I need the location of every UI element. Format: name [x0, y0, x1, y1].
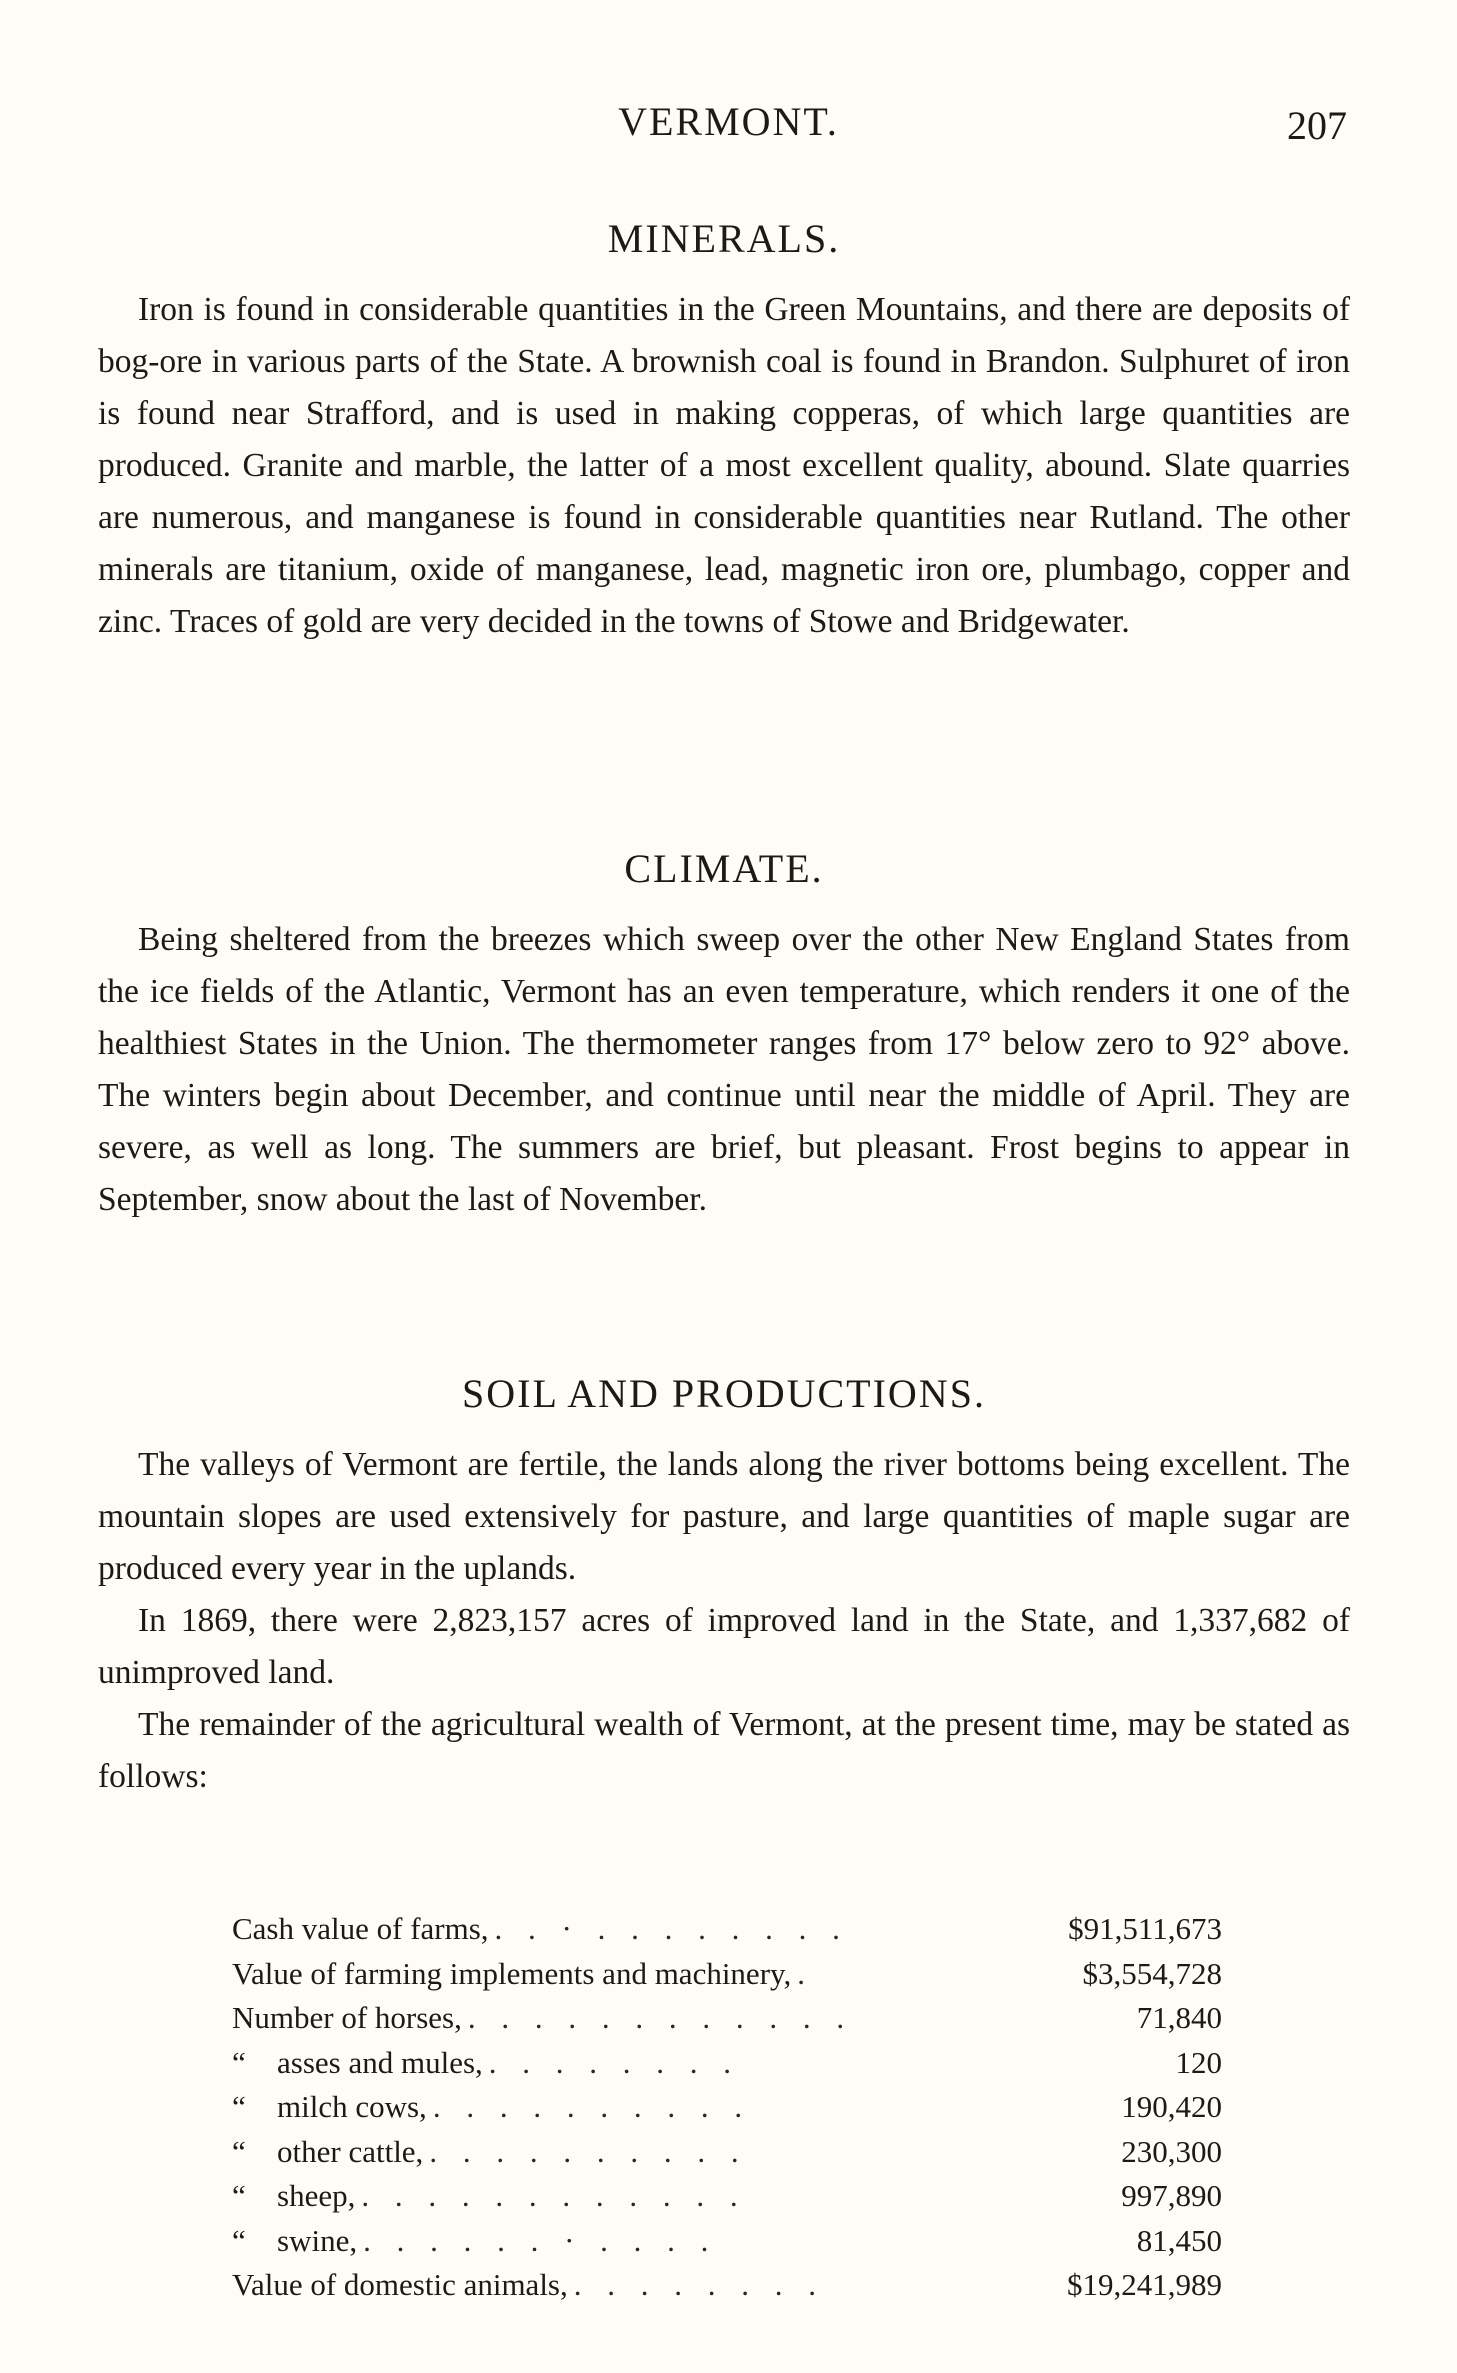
ditto-mark: “ [232, 2044, 246, 2080]
section-heading-soil: SOIL AND PRODUCTIONS. [462, 1371, 986, 1416]
table-row [232, 2263, 1222, 2308]
row-value: 71,840 [1136, 2000, 1222, 2035]
dot-leader: . [797, 1955, 815, 1991]
row-value: 230,300 [1121, 2133, 1222, 2169]
table-row [232, 2041, 1222, 2086]
row-label: milch cows, [277, 2089, 427, 2124]
row-value: $91,511,673 [1068, 1911, 1222, 1946]
table-row [232, 2085, 1222, 2130]
row-value: 190,420 [1121, 2089, 1222, 2124]
table-row [232, 2219, 1222, 2264]
row-label: sheep, [277, 2178, 356, 2213]
dot-leader: . . . . . . · . . . . [363, 2222, 718, 2258]
agricultural-wealth-table [232, 1907, 1222, 2308]
ditto-mark: “ [232, 2133, 246, 2169]
ditto-mark: “ [232, 2089, 246, 2124]
table-row [232, 1952, 1222, 1997]
dot-leader: . . . . . . . . . . . . [467, 2000, 854, 2035]
section-climate [98, 845, 1350, 1226]
running-title: VERMONT. [618, 99, 839, 144]
dot-leader: . . . . . . . . . . [432, 2089, 752, 2124]
row-label: Number of horses, [232, 2000, 462, 2035]
row-label: Cash value of farms, [232, 1911, 489, 1946]
row-label: asses and mules, [277, 2044, 483, 2080]
paragraph-soil-land-acreage: In 1869, there were 2,823,157 acres of improved land in the State, and 1,337,682 of unimproved land. [98, 1602, 1350, 1691]
row-value: 997,890 [1121, 2178, 1222, 2213]
paragraph-soil-valleys: The valleys of Vermont are fertile, the lands along the river bottoms being excellent. The mountain slopes are used extensively for pasture, and large quantities of maple sugar are produced every year in the uplands. [98, 1446, 1350, 1587]
row-label: Value of domestic animals, [232, 2267, 568, 2302]
row-value: $3,554,728 [1082, 1955, 1222, 1991]
dot-leader: . . . . . . . . . . . . [361, 2178, 747, 2213]
dot-leader: . . . . . . . . [488, 2044, 741, 2080]
paragraph-soil-intro-table: The remainder of the agricultural wealth of Vermont, at the present time, may be stated as follows: [98, 1706, 1350, 1795]
table-row [232, 1907, 1222, 1952]
ditto-mark: “ [232, 2178, 246, 2213]
dot-leader: . . . . . . . . . . [429, 2133, 748, 2169]
page-number: 207 [1287, 103, 1347, 148]
section-heading-climate: CLIMATE. [624, 846, 824, 891]
table-row [232, 2174, 1222, 2219]
row-value: $19,241,989 [1067, 2267, 1222, 2302]
paragraph-minerals: Iron is found in considerable quantities in the Green Mountains, and there are deposits of bog-ore in various parts of the State. A brownish coal is found in Brandon. Sulphuret of iron is found near Strafford, and is used in making copperas, of which large quantities are produced. Granite and marble, the latter of a most excellent quality, abound. Slate quarries are numerous, and manganese is found in considerable quantities near Rutland. The other minerals are titanium, oxide of manganese, lead, magnetic iron ore, plumbago, copper and zinc. Traces of gold are very decided in the towns of Stowe and Bridgewater. [98, 291, 1350, 640]
paragraph-climate: Being sheltered from the breezes which sweep over the other New England States from the ice fields of the Atlantic, Vermont has an even temperature, which renders it one of the healthiest States in the Union. The thermometer ranges from 17° below zero to 92° above. The winters begin about December, and continue until near the middle of April. They are severe, as well as long. The summers are brief, but pleasant. Frost begins to appear in September, snow about the last of November. [98, 921, 1350, 1218]
table-row [232, 2130, 1222, 2175]
dot-leader: . . · . . . . . . . . [494, 1911, 849, 1946]
row-label: swine, [277, 2222, 358, 2258]
section-heading-minerals: MINERALS. [607, 216, 841, 261]
section-soil-and-productions [98, 1370, 1350, 1803]
running-head [0, 98, 1457, 158]
row-label: other cattle, [277, 2133, 424, 2169]
row-value: 120 [1175, 2044, 1222, 2080]
row-value: 81,450 [1136, 2222, 1222, 2258]
section-minerals [98, 215, 1350, 648]
dot-leader: . . . . . . . . [573, 2267, 825, 2302]
table-row [232, 1996, 1222, 2041]
row-label: Value of farming implements and machinery, [232, 1955, 792, 1991]
ditto-mark: “ [232, 2222, 246, 2258]
